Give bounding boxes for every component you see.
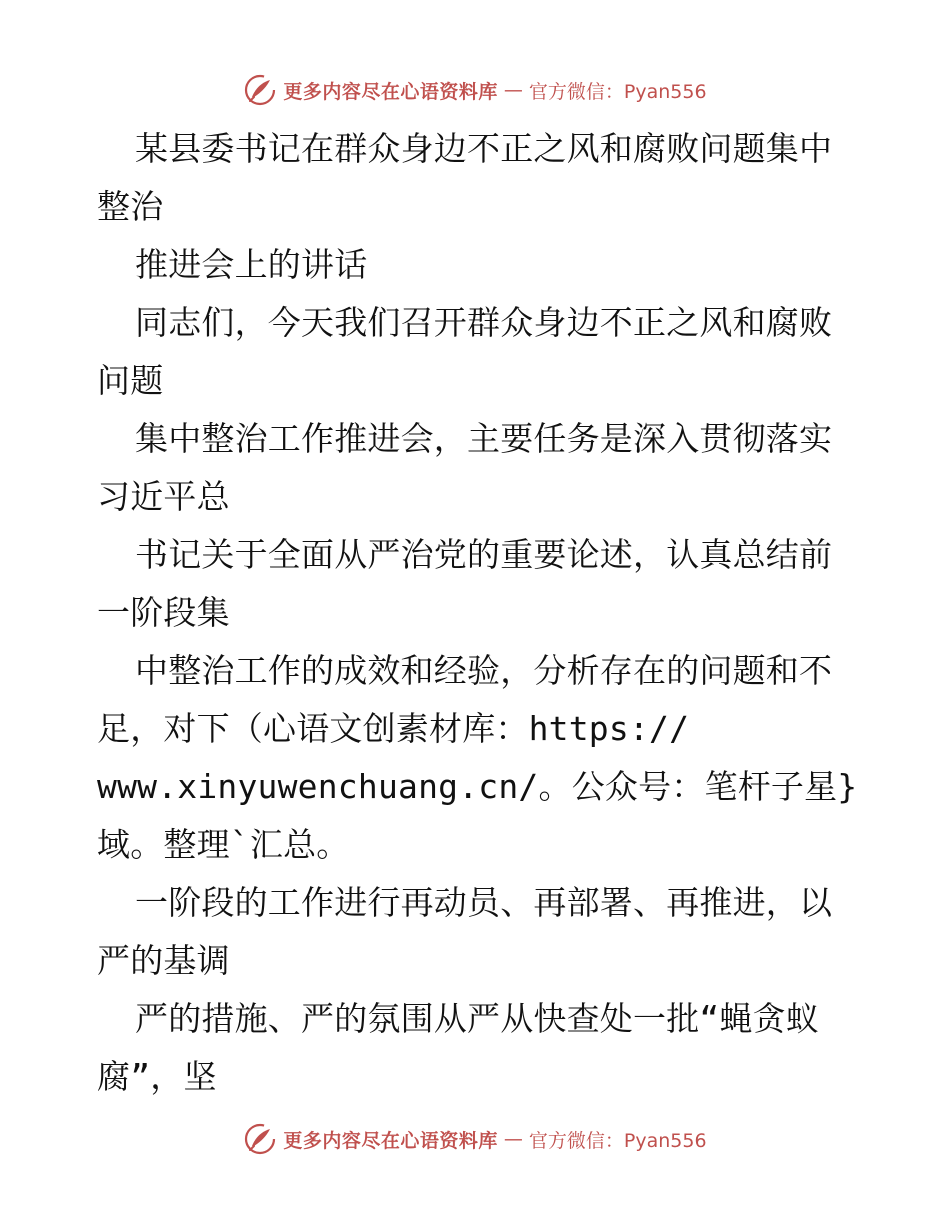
text-line: 书记关于全面从严治党的重要论述，认真总结前 [135, 535, 833, 574]
document-body [97, 120, 857, 1106]
text-line: www.xinyuwenchuang.cn/。公众号：笔杆子星} [97, 767, 857, 806]
text-line: 推进会上的讲话 [135, 245, 368, 284]
text-line: 域。整理`汇总。 [97, 825, 350, 864]
text-line: 严的措施、严的氛围从严从快查处一批“蝇贪蚁 [135, 999, 820, 1038]
text-line: 同志们，今天我们召开群众身边不正之风和腐败 [135, 303, 833, 342]
banner-contact: 官方微信：Pyan556 [528, 1129, 707, 1152]
footer-banner[interactable] [0, 1119, 950, 1159]
banner-title: 更多内容尽在心语资料库 [283, 80, 498, 103]
text-line: 足，对下（心语文创素材库：https:// [97, 709, 690, 748]
text-line: 一阶段集 [97, 593, 230, 632]
text-line: 问题 [97, 361, 164, 400]
text-line: 一阶段的工作进行再动员、再部署、再推进，以 [135, 883, 833, 922]
text-line: 集中整治工作推进会，主要任务是深入贯彻落实 [135, 419, 833, 458]
banner-contact: 官方微信：Pyan556 [528, 80, 707, 103]
text-line: 腐”，坚 [97, 1057, 217, 1096]
brush-leaf-icon [243, 73, 277, 107]
text-line: 严的基调 [97, 941, 230, 980]
banner-separator: — [503, 79, 523, 101]
brush-leaf-icon [243, 1122, 277, 1156]
banner-title: 更多内容尽在心语资料库 [283, 1129, 498, 1152]
banner-separator: — [503, 1128, 523, 1150]
header-banner[interactable] [0, 70, 950, 110]
text-line: 某县委书记在群众身边不正之风和腐败问题集中 [135, 129, 833, 168]
text-line: 整治 [97, 187, 164, 226]
text-line: 中整治工作的成效和经验，分析存在的问题和不 [135, 651, 833, 690]
text-line: 习近平总 [97, 477, 230, 516]
